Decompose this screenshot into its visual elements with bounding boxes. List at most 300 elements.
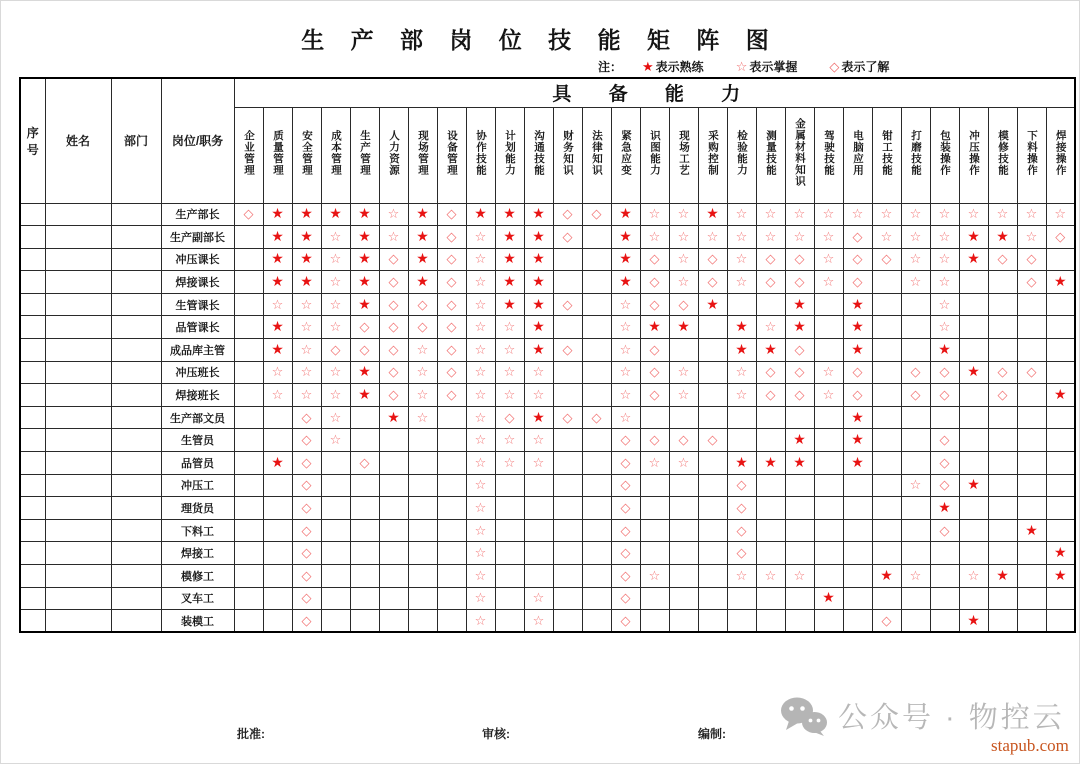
serial-cell (20, 293, 45, 316)
skill-level-cell (669, 226, 698, 249)
diamond-icon: ◇ (829, 59, 840, 74)
diamond-icon: ◇ (562, 341, 573, 357)
skill-level-cell (524, 474, 553, 497)
skill-column-label: 沟通技能 (533, 129, 545, 176)
star-outline-icon: ☆ (1025, 228, 1038, 244)
skill-level-cell (611, 406, 640, 429)
diamond-icon: ◇ (736, 522, 747, 538)
star-outline-icon: ☆ (387, 228, 400, 244)
skill-column-label: 焊接操作 (1054, 129, 1067, 176)
skill-level-cell (843, 497, 872, 520)
diamond-icon: ◇ (707, 251, 718, 267)
skill-level-cell (321, 361, 350, 384)
position-label: 下料工 (161, 519, 234, 542)
diamond-icon: ◇ (794, 274, 805, 290)
star-filled-icon: ★ (1053, 544, 1067, 561)
star-outline-icon: ☆ (619, 387, 632, 403)
skill-level-cell (727, 226, 756, 249)
name-cell (45, 429, 111, 452)
position-label: 冲压工 (161, 474, 234, 497)
star-filled-icon: ★ (735, 318, 748, 335)
star-outline-icon: ☆ (677, 364, 690, 380)
skill-level-cell (901, 248, 930, 271)
diamond-icon: ◇ (707, 432, 718, 448)
skill-level-cell (727, 203, 756, 226)
diamond-icon: ◇ (591, 206, 602, 222)
skill-level-cell (1017, 519, 1046, 542)
skill-column-label: 下料操作 (1026, 129, 1038, 176)
star-outline-icon: ☆ (474, 319, 487, 335)
skill-level-cell (756, 429, 785, 452)
skill-level-cell (814, 452, 843, 475)
star-outline-icon: ☆ (474, 251, 487, 267)
skill-level-cell (379, 565, 408, 588)
skill-level-cell (988, 203, 1017, 226)
skill-level-cell (263, 406, 292, 429)
diamond-icon: ◇ (388, 341, 399, 357)
diamond-icon: ◇ (446, 228, 457, 244)
skill-level-cell (1046, 429, 1075, 452)
diamond-icon: ◇ (649, 364, 660, 380)
skill-level-cell (553, 519, 582, 542)
ability-group-header: 具 备 能 力 (234, 78, 1075, 107)
skill-level-cell (466, 519, 495, 542)
skill-level-cell (263, 542, 292, 565)
matrix-row (20, 429, 1075, 452)
star-filled-icon: ★ (358, 250, 371, 267)
skill-level-cell (437, 248, 466, 271)
star-filled-icon: ★ (793, 431, 806, 448)
skill-level-cell (408, 361, 437, 384)
star-filled-icon: ★ (822, 589, 835, 606)
skill-level-cell (379, 203, 408, 226)
skill-level-cell (292, 271, 321, 294)
star-outline-icon: ☆ (677, 454, 690, 470)
skill-column-label: 采购控制 (707, 129, 719, 176)
skill-level-cell (756, 361, 785, 384)
diamond-icon: ◇ (794, 387, 805, 403)
skill-level-cell (321, 587, 350, 610)
skill-level-cell (872, 361, 901, 384)
serial-cell (20, 587, 45, 610)
diamond-icon: ◇ (765, 387, 776, 403)
skill-column-label: 金属材料知识 (794, 118, 806, 187)
name-cell (45, 271, 111, 294)
skill-level-cell (727, 339, 756, 362)
diamond-icon: ◇ (446, 387, 457, 403)
star-outline-icon: ☆ (329, 364, 342, 380)
diamond-icon: ◇ (852, 387, 863, 403)
skill-level-cell (814, 203, 843, 226)
skill-level-cell (988, 384, 1017, 407)
skill-level-cell (814, 316, 843, 339)
skill-level-cell (814, 587, 843, 610)
skill-level-cell (234, 384, 263, 407)
skill-level-cell (843, 452, 872, 475)
skill-level-cell (524, 610, 553, 633)
skill-level-cell (698, 293, 727, 316)
diamond-icon: ◇ (649, 341, 660, 357)
star-filled-icon: ★ (503, 273, 516, 290)
skill-matrix-table (19, 77, 1076, 633)
skill-column-header (785, 107, 814, 203)
skill-level-cell (350, 542, 379, 565)
star-filled-icon: ★ (503, 295, 516, 312)
star-filled-icon: ★ (300, 205, 313, 222)
skill-level-cell (321, 610, 350, 633)
skill-level-cell (988, 587, 1017, 610)
star-outline-icon: ☆ (503, 387, 516, 403)
diamond-icon: ◇ (243, 206, 254, 222)
diamond-icon: ◇ (301, 522, 312, 538)
skill-level-cell (350, 474, 379, 497)
star-filled-icon: ★ (880, 566, 893, 583)
skill-level-cell (669, 406, 698, 429)
skill-level-cell (1046, 384, 1075, 407)
name-cell (45, 293, 111, 316)
star-outline-icon: ☆ (851, 206, 864, 222)
diamond-icon: ◇ (649, 296, 660, 312)
skill-level-cell (640, 316, 669, 339)
serial-cell (20, 474, 45, 497)
skill-level-cell (466, 226, 495, 249)
skill-level-cell (379, 474, 408, 497)
star-outline-icon: ☆ (822, 228, 835, 244)
skill-level-cell (640, 452, 669, 475)
diamond-icon: ◇ (620, 522, 631, 538)
skill-level-cell (1017, 248, 1046, 271)
star-filled-icon: ★ (300, 273, 313, 290)
skill-column-label: 识图能力 (649, 129, 661, 176)
name-cell (45, 361, 111, 384)
skill-level-cell (379, 542, 408, 565)
skill-level-cell (640, 610, 669, 633)
skill-column-header (408, 107, 437, 203)
diamond-icon: ◇ (649, 432, 660, 448)
dept-cell (111, 203, 161, 226)
star-filled-icon: ★ (329, 205, 342, 222)
star-filled-icon: ★ (358, 295, 371, 312)
skill-level-cell (611, 226, 640, 249)
skill-column-header (669, 107, 698, 203)
legend (598, 58, 921, 75)
star-filled-icon: ★ (851, 431, 864, 448)
skill-level-cell (930, 271, 959, 294)
skill-level-cell (785, 587, 814, 610)
star-filled-icon: ★ (416, 205, 429, 222)
star-outline-icon: ☆ (416, 387, 429, 403)
name-cell (45, 452, 111, 475)
star-outline-icon: ☆ (648, 567, 661, 583)
skill-level-cell (437, 406, 466, 429)
matrix-row (20, 565, 1075, 588)
skill-level-cell (234, 226, 263, 249)
diamond-icon: ◇ (620, 590, 631, 606)
skill-column-label: 现场管理 (417, 129, 429, 176)
skill-level-cell (785, 452, 814, 475)
skill-level-cell (611, 519, 640, 542)
legend-item-label: 表示了解 (841, 60, 890, 74)
skill-level-cell (263, 429, 292, 452)
skill-level-cell (959, 474, 988, 497)
skill-level-cell (350, 519, 379, 542)
skill-level-cell (1017, 497, 1046, 520)
star-filled-icon: ★ (642, 59, 654, 74)
skill-level-cell (466, 316, 495, 339)
skill-level-cell (814, 610, 843, 633)
skill-level-cell (756, 203, 785, 226)
skill-level-cell (437, 361, 466, 384)
skill-column-header (350, 107, 379, 203)
star-outline-icon: ☆ (677, 251, 690, 267)
diamond-icon: ◇ (939, 364, 950, 380)
skill-level-cell (959, 587, 988, 610)
star-outline-icon: ☆ (416, 409, 429, 425)
skill-level-cell (901, 610, 930, 633)
skill-level-cell (1017, 474, 1046, 497)
skill-level-cell (756, 271, 785, 294)
position-label: 品管课长 (161, 316, 234, 339)
skill-level-cell (495, 587, 524, 610)
star-outline-icon: ☆ (300, 341, 313, 357)
skill-level-cell (1017, 610, 1046, 633)
skill-level-cell (988, 316, 1017, 339)
site-link[interactable]: stapub.com (991, 736, 1069, 755)
skill-level-cell (466, 248, 495, 271)
skill-level-cell (553, 293, 582, 316)
skill-level-cell (988, 406, 1017, 429)
skill-level-cell (466, 610, 495, 633)
skill-level-cell (437, 203, 466, 226)
diamond-icon: ◇ (301, 545, 312, 561)
skill-level-cell (727, 610, 756, 633)
dept-cell (111, 429, 161, 452)
skill-level-cell (640, 361, 669, 384)
skill-level-cell (408, 497, 437, 520)
wechat-icon (780, 696, 828, 736)
skill-level-cell (901, 565, 930, 588)
skill-level-cell (524, 384, 553, 407)
position-label: 生产副部长 (161, 226, 234, 249)
star-outline-icon: ☆ (735, 364, 748, 380)
star-outline-icon: ☆ (677, 274, 690, 290)
skill-level-cell (901, 452, 930, 475)
skill-level-cell (959, 610, 988, 633)
skill-level-cell (582, 497, 611, 520)
diamond-icon: ◇ (765, 251, 776, 267)
skill-level-cell (234, 452, 263, 475)
skill-level-cell (466, 384, 495, 407)
skill-level-cell (466, 542, 495, 565)
skill-level-cell (234, 474, 263, 497)
skill-level-cell (321, 316, 350, 339)
skill-level-cell (1046, 610, 1075, 633)
serial-cell (20, 519, 45, 542)
legend-note-label: 注： (598, 60, 623, 74)
name-cell (45, 226, 111, 249)
fixed-column-header-3: 岗位/职务 (161, 78, 234, 203)
skill-level-cell (640, 497, 669, 520)
skill-level-cell (1017, 429, 1046, 452)
dept-cell (111, 226, 161, 249)
skill-level-cell (321, 542, 350, 565)
skill-level-cell (350, 203, 379, 226)
skill-level-cell (756, 497, 785, 520)
skill-level-cell (640, 565, 669, 588)
skill-level-cell (640, 226, 669, 249)
star-filled-icon: ★ (532, 408, 545, 425)
skill-level-cell (350, 316, 379, 339)
matrix-row (20, 542, 1075, 565)
skill-column-header (756, 107, 785, 203)
star-outline-icon: ☆ (822, 364, 835, 380)
star-filled-icon: ★ (938, 499, 951, 516)
skill-level-cell (814, 429, 843, 452)
skill-column-label: 测量技能 (765, 129, 777, 176)
skill-level-cell (292, 406, 321, 429)
star-outline-icon: ☆ (938, 319, 951, 335)
skill-level-cell (321, 384, 350, 407)
skill-level-cell (263, 293, 292, 316)
skill-level-cell (640, 203, 669, 226)
star-filled-icon: ★ (851, 408, 864, 425)
skill-level-cell (1046, 542, 1075, 565)
skill-level-cell (234, 610, 263, 633)
watermark-text: 公众号 · 物控云 (838, 702, 1065, 734)
diamond-icon: ◇ (562, 409, 573, 425)
star-outline-icon: ☆ (909, 228, 922, 244)
skill-column-header (959, 107, 988, 203)
position-label: 品管员 (161, 452, 234, 475)
skill-level-cell (843, 384, 872, 407)
skill-level-cell (959, 406, 988, 429)
skill-level-cell (611, 316, 640, 339)
diamond-icon: ◇ (417, 296, 428, 312)
skill-level-cell (727, 565, 756, 588)
star-outline-icon: ☆ (938, 206, 951, 222)
dept-cell (111, 271, 161, 294)
skill-level-cell (495, 474, 524, 497)
skill-level-cell (669, 361, 698, 384)
skill-level-cell (350, 497, 379, 520)
skill-level-cell (988, 565, 1017, 588)
skill-level-cell (669, 203, 698, 226)
skill-level-cell (930, 293, 959, 316)
skill-level-cell (785, 497, 814, 520)
matrix-row (20, 519, 1075, 542)
skill-level-cell (524, 497, 553, 520)
dept-cell (111, 384, 161, 407)
star-outline-icon: ☆ (532, 454, 545, 470)
skill-level-cell (466, 339, 495, 362)
diamond-icon: ◇ (678, 296, 689, 312)
skill-level-cell (843, 565, 872, 588)
matrix-row (20, 452, 1075, 475)
skill-level-cell (292, 248, 321, 271)
skill-level-cell (843, 406, 872, 429)
skill-level-cell (408, 452, 437, 475)
star-outline-icon: ☆ (735, 387, 748, 403)
skill-level-cell (872, 610, 901, 633)
skill-level-cell (263, 384, 292, 407)
star-filled-icon: ★ (938, 340, 951, 357)
skill-level-cell (756, 339, 785, 362)
skill-level-cell (234, 497, 263, 520)
diamond-icon: ◇ (446, 206, 457, 222)
skill-level-cell (292, 226, 321, 249)
skill-level-cell (379, 429, 408, 452)
fixed-column-header-1: 姓名 (45, 78, 111, 203)
diamond-icon: ◇ (446, 364, 457, 380)
serial-cell (20, 339, 45, 362)
star-outline-icon: ☆ (735, 228, 748, 244)
skill-level-cell (1017, 565, 1046, 588)
diamond-icon: ◇ (591, 409, 602, 425)
skill-level-cell (437, 474, 466, 497)
skill-level-cell (263, 610, 292, 633)
star-filled-icon: ★ (996, 566, 1009, 583)
skill-level-cell (408, 293, 437, 316)
skill-level-cell (669, 542, 698, 565)
skill-level-cell (350, 587, 379, 610)
skill-level-cell (350, 271, 379, 294)
skill-level-cell (524, 565, 553, 588)
skill-level-cell (698, 316, 727, 339)
skill-level-cell (785, 203, 814, 226)
skill-level-cell (495, 248, 524, 271)
skill-level-cell (785, 293, 814, 316)
star-filled-icon: ★ (532, 273, 545, 290)
name-cell (45, 474, 111, 497)
skill-level-cell (408, 384, 437, 407)
skill-level-cell (437, 429, 466, 452)
star-outline-icon: ☆ (1054, 206, 1067, 222)
star-filled-icon: ★ (271, 205, 284, 222)
skill-column-label: 钳工技能 (881, 129, 893, 176)
skill-level-cell (727, 316, 756, 339)
skill-level-cell (350, 610, 379, 633)
skill-level-cell (669, 293, 698, 316)
star-outline-icon: ☆ (938, 251, 951, 267)
star-outline-icon: ☆ (329, 409, 342, 425)
skill-level-cell (756, 384, 785, 407)
skill-level-cell (698, 384, 727, 407)
skill-level-cell (988, 497, 1017, 520)
skill-level-cell (872, 384, 901, 407)
matrix-row (20, 384, 1075, 407)
skill-level-cell (901, 361, 930, 384)
skill-level-cell (988, 542, 1017, 565)
skill-level-cell (698, 226, 727, 249)
skill-level-cell (901, 497, 930, 520)
dept-cell (111, 406, 161, 429)
skill-level-cell (727, 519, 756, 542)
skill-level-cell (727, 452, 756, 475)
skill-level-cell (466, 406, 495, 429)
skill-level-cell (785, 271, 814, 294)
skill-level-cell (988, 610, 1017, 633)
star-filled-icon: ★ (706, 295, 719, 312)
star-outline-icon: ☆ (329, 319, 342, 335)
diamond-icon: ◇ (1055, 228, 1066, 244)
skill-level-cell (321, 497, 350, 520)
skill-level-cell (930, 429, 959, 452)
skill-level-cell (1017, 293, 1046, 316)
diamond-icon: ◇ (997, 387, 1008, 403)
matrix-row (20, 361, 1075, 384)
skill-level-cell (321, 474, 350, 497)
skill-level-cell (495, 542, 524, 565)
